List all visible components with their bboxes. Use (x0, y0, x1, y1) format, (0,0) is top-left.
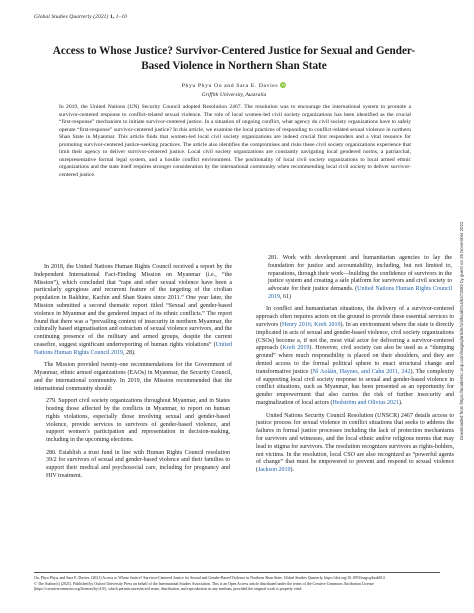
footer-citation: Oo, Phyu Phyu, and Sara E. Davies. (2021) Access to Whose Justice? Survivor-Centered Justice for Sexual and Gender-Based Violence in Northern Shan State. Global Studies Quarterly, https://doi.org/10.1093/isagsq/ksab014 (34, 576, 385, 580)
journal-header (34, 14, 127, 20)
quote-279: 279. Support civil society organizations throughout Myanmar, and in States hosting those affected by the conflicts in Myanmar, to report on human rights violations, especially those involving sexual and gender-based violence, provide services to survivors of gender-based violence, and support women’s participation and representation in decision-making, including in the upcoming elections. (46, 398, 230, 444)
journal-year: (2021) (93, 14, 109, 20)
quote-281: 281. Work with development and humanitarian agencies to lay the foundation for justice and accountability, including, but not limited to, reparations, through their work—building the confidence of survivors in the justice system and creating a safe platform for survivors and civil society to advocate for their justice demands. (United Nations Human Rights Council 2019, 61) (268, 255, 452, 300)
citation-link[interactable]: Hedström and Olivius 2021 (332, 400, 400, 407)
journal-pages: 1–10 (115, 14, 128, 20)
citation-link[interactable]: Henry 2016; Kreft 2019 (282, 322, 341, 329)
quote-280: 280. Establish a trust fund in line with Human Rights Council resolution 39/2 for survivors of sexual and gender-based violence and their families to support their medical and psychosocial care, including for pregnancy and HIV treatment. (46, 449, 230, 479)
download-stamp (459, 140, 469, 440)
citation-link[interactable]: United Nations Human Rights Council 2019 (268, 286, 452, 300)
author-names: Phyu Phyu Oo and Sara E. Davies (181, 83, 279, 89)
paragraph-intro: In 2018, the United Nations Human Rights Council received a report by the Independent International Fact-Finding Mission on Myanmar (i.e., “the Mission”), which concluded that “rape and other sexual violence have been a particularly egregious and recurrent feature of the targeting of the civilian population in Rakhine, Kachin and Shan States since 2011.” One year later, the Mission submitted a second thematic report titled “Sexual and gender-based violence in Myanmar and the gendered impact of its ethnic conflicts.” The report found that there was a “prevailing context of insecurity in northern Myanmar, the culturally based stigmatisation and ostracism of sexual violence survivors, and the continuing presence of the military and armed groups, despite the current ceasefire, suggest significant underreporting of human rights violations” (United Nations Human Rights Council 2019, 28). (34, 264, 232, 356)
download-stamp-text: Downloaded from https://academic.oup.com/isagsq/article/1/4/ksab014/6372082 by guest on 25 November 2022 (459, 221, 464, 440)
citation-link[interactable]: Ní Aoláin, Haynes, and Cahn 2011, 242 (312, 368, 411, 375)
author-line (40, 82, 428, 89)
citation-link[interactable]: United Nations Human Rights Council 2019 (34, 341, 232, 356)
paragraph-unscr: United Nations Security Council Resolution (UNSCR) 2467 details access to justice process for sexual violence in conflict situations that seeks to address the failures in formal justice processes including the lack of protection mechanisms for survivors and witnesses, and the local ethnic and/or religious norms that may lead to stigma for survivors. The resolution recognizes survivors as rights-holders, not victims. In the resolution, local CSO are also recognized as “powerful agents of change” that must be empowered to prevent and respond to sexual violence (Jackson 2019). (256, 412, 454, 474)
footer-divider (34, 572, 440, 573)
journal-volume: 1, (109, 14, 115, 20)
paragraph-conflict: In conflict and humanitarian situations, the delivery of a survivor-centered approach often requires actors on the ground to provide these essential services to survivors (Henry 2016; Kreft 2019). In an environment where the state is directly implicated in acts of sexual and gender-based violence, civil society organizations (CSOs) become a, if not the, most vital actor for delivering a survivor-centered approach (Kreft 2019). However, civil society can also be used as a “dumping ground” where much responsibility is placed on their shoulders, and they are denied access to the formal political sphere to enact structural change and transformative justice (Ní Aoláin, Haynes, and Cahn 2011, 242). The complexity of supporting local civil society response to sexual and gender-based violence in conflict situations, such as Myanmar, has been presented as an opportunity for gender empowerment that also carries the risk of further insecurity and marginalization of local actors (Hedström and Olivius 2021). (256, 306, 454, 407)
right-column (256, 255, 454, 480)
orcid-icon[interactable] (280, 82, 286, 88)
paragraph-recommendations: The Mission provided twenty-one recommendations for the Government of Myanmar, ethnic armed organizations (EAOs) in Myanmar, the Security Council, and the international community. In 2019, the Mission recommended that the international community should: (34, 362, 232, 392)
citation-link[interactable]: Jackson 2019 (258, 467, 291, 474)
journal-name: Global Studies Quarterly (34, 14, 92, 20)
citation-link[interactable]: Kreft 2019 (282, 345, 310, 352)
abstract: In 2019, the United Nations (UN) Security Council adopted Resolution 2467. The resolution was to encourage the international system to promote a survivor-centered response to conflict-related sexual violence. The role of local women-led civil society organizations has been identified as the crucial “first-response” mechanism to initiate survivor-centered justice. In a situation of ongoing conflict, what agency do civil society organizations have to safely operate “first-response” survivor-centered justice? In this article, we examine the local practices of responding to conflict-related sexual violence in northern Shan State in Myanmar. This article finds that women-led local civil society organizations are indeed crucial first responders and a vital resource for promoting survivor-centered justice-seeking practices. The article also identifies the compromises and risks these civil society organizations experience that limit their agency to deliver survivor-centered justice. Local civil society organizations are constantly navigating local gendered norms, a patriarchal, unrepresentative formal legal system, and a hostile conflict environment. The positionality of local civil society organizations to local armed ethnic organizations and the state itself requires stronger consideration by the international community when recommending local civil society to deliver survivor-centered justice. (59, 104, 411, 178)
author-affiliation: Griffith University, Australia (201, 92, 267, 98)
page-footer (34, 576, 440, 592)
left-column (34, 264, 232, 485)
footer-license: © The Author(s) (2021). Published by Oxford University Press on behalf of the International Studies Association. This is an Open Access article distributed under the terms of the Creative Commons Attribution License (https://creativecommons.org/licenses/by/4.0/), which permits unrestricted reuse, distribution, and reproduction in any medium, provided the original work is properly cited. (34, 582, 374, 591)
article-title: Access to Whose Justice? Survivor-Centered Justice for Sexual and Gender-Based Violence in Northern Shan State (52, 45, 416, 72)
